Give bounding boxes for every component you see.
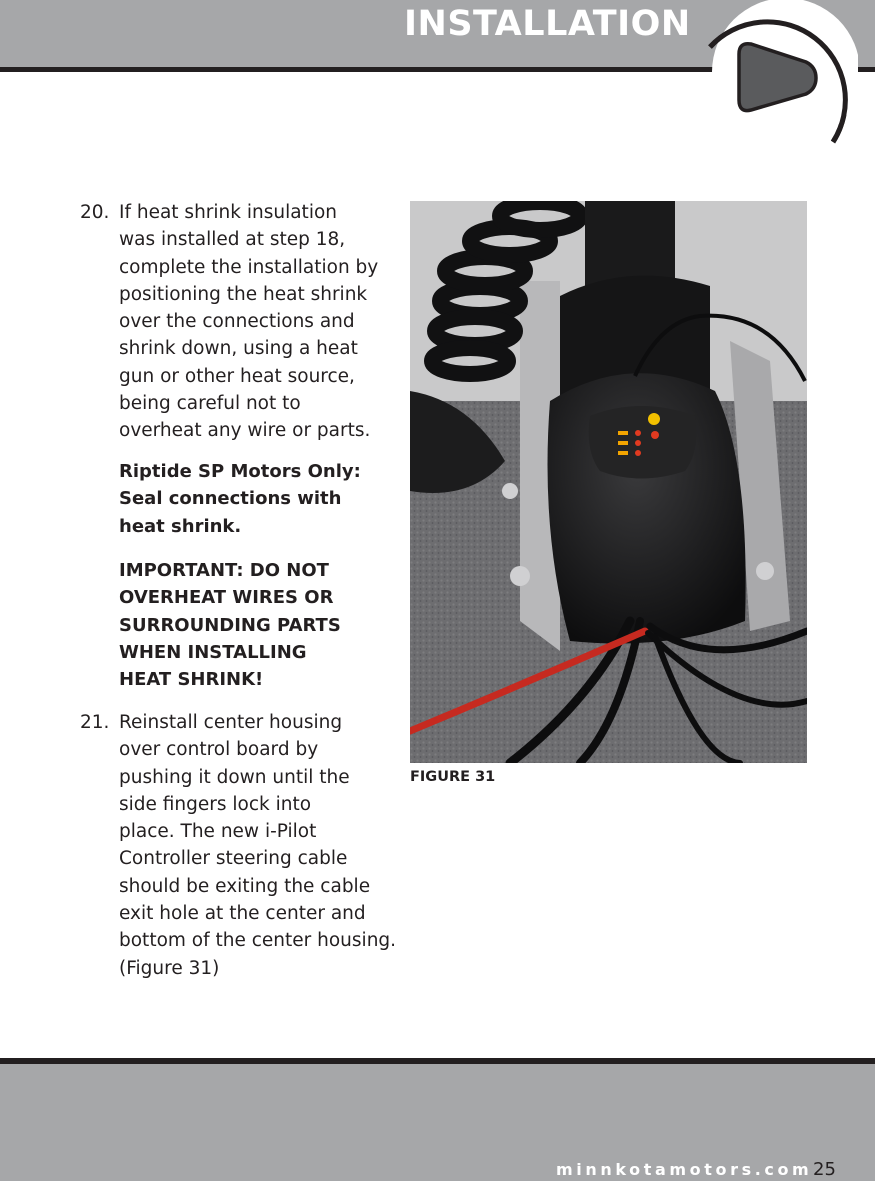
text-line: pushing it down until the: [119, 766, 350, 788]
text-line: SURROUNDING PARTS: [119, 614, 341, 636]
text-line: positioning the heat shrink: [119, 283, 368, 305]
text-line: shrink down, using a heat: [119, 338, 358, 360]
text-line: exit hole at the center and: [119, 903, 366, 925]
text-line: If heat shrink insulation: [119, 202, 337, 223]
text-line: Seal connections with: [119, 488, 342, 510]
text-line: being careful not to: [119, 393, 301, 415]
text-line: overheat any wire or parts.: [119, 420, 371, 442]
figure-caption: FIGURE 31: [410, 769, 496, 785]
text-line: over the connections and: [119, 311, 355, 333]
text-line: Controller steering cable: [119, 848, 348, 870]
website-link[interactable]: minnkotamotors.com: [556, 1160, 813, 1179]
text-line: heat shrink.: [119, 515, 242, 537]
text-line: bottom of the center housing.: [119, 930, 397, 952]
text-line: Riptide SP Motors Only:: [119, 461, 361, 482]
text-line: side fingers lock into: [119, 793, 312, 815]
step-text: [119, 709, 400, 982]
center-housing-photo: [410, 201, 807, 763]
text-line: Reinstall center housing: [119, 712, 343, 733]
step-number: 20.: [80, 202, 110, 223]
step-21: [80, 709, 400, 982]
section-title: INSTALLATION: [404, 4, 691, 44]
step-text: [119, 199, 400, 445]
page-number: 25: [813, 1159, 836, 1180]
text-line: was installed at step 18,: [119, 229, 346, 251]
text-line: should be exiting the cable: [119, 875, 371, 897]
step-number: 21.: [80, 712, 110, 733]
step-20: [80, 199, 400, 445]
play-tab-icon: [688, 0, 858, 157]
text-line: place. The new i-Pilot: [119, 821, 317, 843]
figure-31-photo: [410, 201, 807, 763]
text-line: gun or other heat source,: [119, 365, 355, 387]
text-line: (Figure 31): [119, 957, 220, 979]
text-line: complete the installation by: [119, 256, 379, 278]
important-warning: [119, 557, 399, 693]
text-line: OVERHEAT WIRES OR: [119, 587, 334, 609]
text-line: WHEN INSTALLING: [119, 641, 307, 663]
riptide-note: [119, 458, 399, 540]
text-line: HEAT SHRINK!: [119, 669, 264, 691]
text-line: IMPORTANT: DO NOT: [119, 560, 329, 581]
text-line: over control board by: [119, 739, 319, 761]
